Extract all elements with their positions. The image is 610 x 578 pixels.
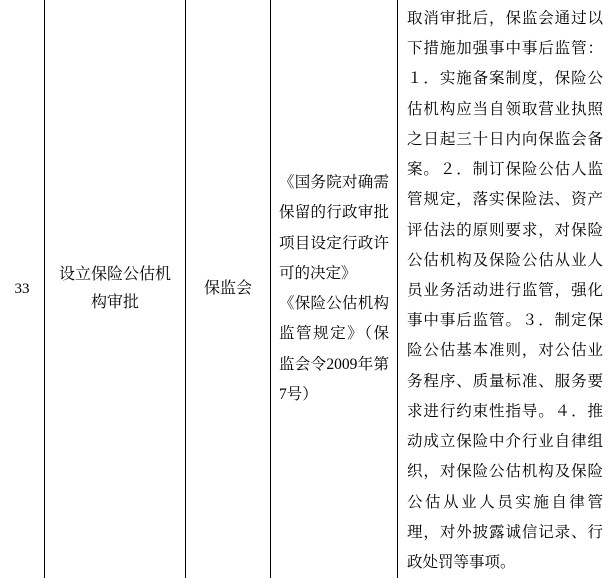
measures-text — [398, 0, 610, 578]
legal-basis-entry: 《国务院对确需保留的行政审批项目设定行政许可的决定》 — [279, 168, 389, 289]
cell-index — [0, 0, 45, 578]
cell-item-name — [45, 0, 186, 578]
measures-paragraph: 取消审批后，保监会通过以下措施加强事中事后监管：１．实施备案制度，保险公估机构应当自领取营业执照之日起三十日内向保监会备案。２．制订保险公估人监管规定，落实保险法、资产评估法的原则要求，对保险公估机构及保险公估从业人员业务活动进行监管，强化事中事后监管。３．制定保险公估基本准则，对公估业务程序、质量标准、服务要求进行约束性指导。４．推动成立保险中介行业自律组织，对保险公估机构及保险公估从业人员实施自律管理，对外披露诚信记录、行政处罚等事项。 — [407, 4, 603, 578]
item-name-value: 设立保险公估机构审批 — [45, 259, 185, 319]
cell-department — [186, 0, 271, 578]
row-index-value: 33 — [0, 277, 44, 302]
cell-measures — [398, 0, 610, 578]
legal-basis-entry: 《保险公估机构监管规定》（保监会令2009年第7号） — [279, 289, 389, 410]
department-value: 保监会 — [186, 273, 270, 305]
legal-basis-list — [271, 168, 397, 410]
cell-legal-basis — [271, 0, 398, 578]
